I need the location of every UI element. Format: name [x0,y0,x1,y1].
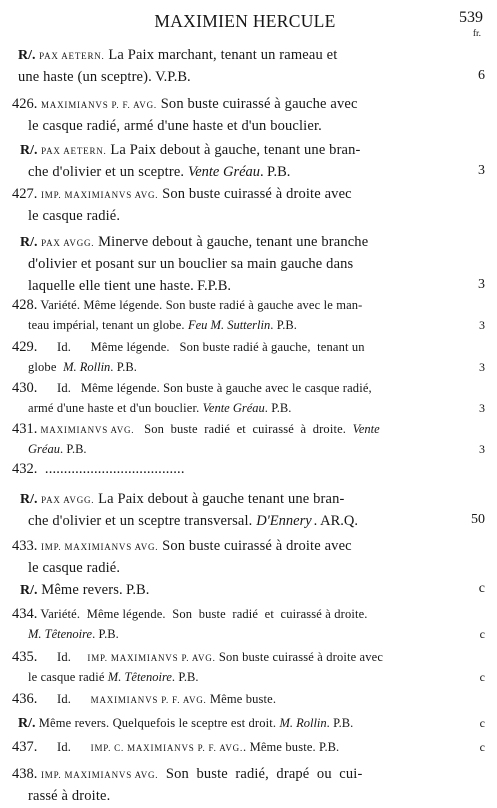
catalogue-entry [0,419,497,459]
catalogue-entry [0,689,497,709]
catalogue-entry [0,378,497,418]
entry-line [0,161,497,183]
entry-number: 436. [12,691,38,707]
provenance-name: Vente Gréau [187,164,261,180]
entry-line [0,624,497,644]
entry-text: che d'olivier et un sceptre. [28,164,188,180]
entry-line [0,139,497,161]
entry-line [0,419,497,439]
catalogue-entry [0,647,497,687]
module-label: P.B. [276,318,297,332]
entry-text: La Paix debout à gauche tenant une bran- [94,491,345,507]
module-label: P.B. [318,740,340,754]
entry-number: 428. [12,297,38,313]
module-label: P.B. [125,582,150,598]
catalogue-entry [0,93,497,137]
page-number: 539 [459,9,483,26]
entry-line [0,337,497,357]
coin-legend: PAX AVGG. [41,495,95,505]
entry-text: Id. Même légende. Son buste radié à gauche, tenant un [37,340,365,354]
price-value: 3 [479,318,485,332]
dot-leader: . [171,670,177,684]
price-value: c [478,581,485,596]
coin-legend: MAXIMIANVS P. F. AVG. [90,695,207,705]
entry-number: 433. [12,538,38,554]
dot-leader: . [148,69,154,85]
price-value: c [479,740,485,754]
entry-number: 435. [12,649,38,665]
entry-text: Même buste. [206,692,277,706]
entry-line [0,510,497,532]
provenance-name: M. Rollin [279,716,327,730]
entry-text: Id. [37,650,88,664]
reverse-mark: R/. [18,716,36,731]
module-label: P.B. [116,360,137,374]
provenance-name: M. Têtenoire [28,627,93,641]
reverse-mark: R/. [20,492,38,507]
entry-text: armé d'une haste et d'un bouclier. [28,401,203,415]
entry-text: Id. [37,692,91,706]
entry-line [0,115,497,137]
entry-number: 434. [12,606,38,622]
provenance-name: Vente Gréau [202,401,265,415]
entry-line [0,458,497,480]
catalogue-entry [0,579,497,601]
entry-text: Son buste radié et cuirassé à droite. [134,422,353,436]
entry-line [0,763,497,785]
entry-number: 438. [12,766,38,782]
reverse-mark: R/. [20,235,38,250]
entry-line [0,737,497,757]
dot-leader: . [270,318,275,332]
price-value: 3 [478,163,485,178]
entry-line [0,604,497,624]
entry-text: Son buste radié, drapé ou cui- [158,766,363,782]
price-value: 50 [471,512,485,527]
entry-text: Variété. Même légende. Son buste radié à gauche avec le man- [37,298,363,312]
entry-text: le casque radié. [28,208,121,224]
coin-legend: IMP. MAXIMIANVS AVG. [41,770,159,780]
entry-line [0,488,497,510]
entry-text: La Paix marchant, tenant un rameau et [104,47,338,63]
entry-text: Son buste cuirassé à droite avec [158,538,352,554]
entry-line [0,357,497,377]
entry-number: 426. [12,96,38,112]
dot-leader: . [92,627,97,641]
catalogue-entry [0,604,497,644]
entry-line [0,183,497,205]
entry-text: d'olivier et posant sur un bouclier sa main gauche dans [28,256,354,272]
price-value: c [479,716,485,730]
dot-leader: . [110,360,115,374]
page-title: MAXIMIEN HERCULE [154,11,336,31]
entry-text: teau impérial, tenant un globe. [28,318,188,332]
catalogue-entry [0,458,497,480]
catalogue-entry [0,183,497,227]
coin-legend: IMP. C. MAXIMIANVS P. F. AVG. [90,743,244,753]
entry-line [0,579,497,601]
entry-text: . Même buste [243,740,313,754]
entry-text: Id. [37,740,91,754]
entry-line [0,378,497,398]
entry-text: che d'olivier et un sceptre transversal. [28,513,257,529]
entry-text: Son buste cuirassé à droite avec [215,650,384,664]
provenance-name: M. Rollin [63,360,111,374]
coin-legend: PAX AETERN. [41,146,107,156]
entry-line [0,315,497,335]
module-label: P.B. [98,627,119,641]
reverse-mark: R/. [20,143,38,158]
entry-line [0,713,497,733]
entry-text: globe [28,360,64,374]
price-value: c [479,627,485,641]
coin-legend: IMP. MAXIMIANVS AVG. [41,542,159,552]
entry-line [0,44,497,66]
entry-text: Id. Même légende. Son buste à gauche avec le casque radié, [37,381,372,395]
entry-text: Même revers. Quelquefois le sceptre est droit. [35,716,280,730]
entry-text: Même revers [37,582,120,598]
entry-number: 430. [12,380,38,396]
catalogue-entry [0,713,497,733]
catalogue-entry [0,737,497,757]
entry-text: Variété. Même légende. Son buste radié et cuirassé à droite. [37,607,368,621]
reverse-mark: R/. [20,583,38,598]
entry-line [0,667,497,687]
module-label: P.B. [271,401,292,415]
dot-leader: . [264,401,270,415]
catalogue-entry [0,295,497,335]
entry-line [0,398,497,418]
entry-line [0,231,497,253]
catalogue-entry [0,337,497,377]
entry-line [0,689,497,709]
reverse-mark: R/. [18,48,36,63]
entry-text: Son buste cuirassé à gauche avec [156,96,358,112]
provenance-name: D'Ennery [256,513,312,529]
entry-line [0,535,497,557]
entry-text: Son buste cuirassé à droite avec [158,186,352,202]
provenance-name: Feu M. Sutterlin [187,318,271,332]
catalogue-entry [0,763,497,807]
provenance-name: Vente [352,422,380,436]
entry-line [0,253,497,275]
dot-leader: . [260,164,265,180]
entry-text: le casque radié [28,670,108,684]
dot-leader: . [59,442,65,456]
entry-text: une haste (un sceptre) [18,69,149,85]
entry-text: rassé à droite. [28,788,111,804]
entry-number: 431. [12,421,38,437]
entry-line [0,647,497,667]
provenance-name: Gréau [28,442,60,456]
dot-leader: . [326,716,332,730]
module-label: F.P.B. [197,278,232,294]
coin-legend: PAX AVGG. [41,238,95,248]
price-value: 3 [479,442,485,456]
provenance-name: M. Têtenoire [107,670,172,684]
coin-legend: MAXIMIANVS AVG. [40,425,135,435]
catalogue-entry [0,44,497,88]
entry-text: le casque radié, armé d'une haste et d'un bouclier. [28,118,322,134]
module-label: . AR.Q. [313,513,358,529]
module-label: P.B. [66,442,87,456]
dot-leader: . [119,582,124,598]
coin-legend: MAXIMIANVS P. F. AVG. [41,100,157,110]
entry-line [0,785,497,807]
entry-line [0,205,497,227]
entry-line [0,275,497,297]
catalogue-entry [0,488,497,532]
module-label: P.B. [266,164,291,180]
entry-text: La Paix debout à gauche, tenant une bran- [106,142,361,158]
entry-number: 429. [12,339,38,355]
entry-line [0,66,497,88]
entry-number: 427. [12,186,38,202]
dot-leader: . [312,740,317,754]
dot-leader: . [190,278,196,294]
coin-legend: IMP. MAXIMIANVS AVG. [41,190,159,200]
price-value: 6 [478,68,485,83]
coin-legend: IMP. MAXIMIANVS P. AVG. [87,653,216,663]
price-value: 3 [479,360,485,374]
module-label: P.B. [333,716,354,730]
entry-number: 437. [12,739,38,755]
entry-line [0,557,497,579]
catalogue-entry [0,535,497,579]
price-value: 3 [479,401,485,415]
catalogue-entry [0,139,497,183]
entry-line [0,295,497,315]
module-label: V.P.B. [155,69,191,85]
entry-line [0,93,497,115]
entry-text: laquelle elle tient une haste [28,278,191,294]
catalogue-entry [0,231,497,297]
coin-legend: PAX AETERN. [39,51,105,61]
entry-text: ..................................... [37,461,185,477]
entry-text: le casque radié. [28,560,121,576]
price-value: c [479,670,485,684]
module-label: P.B. [178,670,199,684]
entry-number: 432. [12,461,38,477]
entry-line [0,439,497,459]
entry-text: Minerve debout à gauche, tenant une branche [94,234,369,250]
page-header [0,0,497,40]
price-unit-label: fr. [472,29,481,39]
price-value: 3 [478,277,485,292]
